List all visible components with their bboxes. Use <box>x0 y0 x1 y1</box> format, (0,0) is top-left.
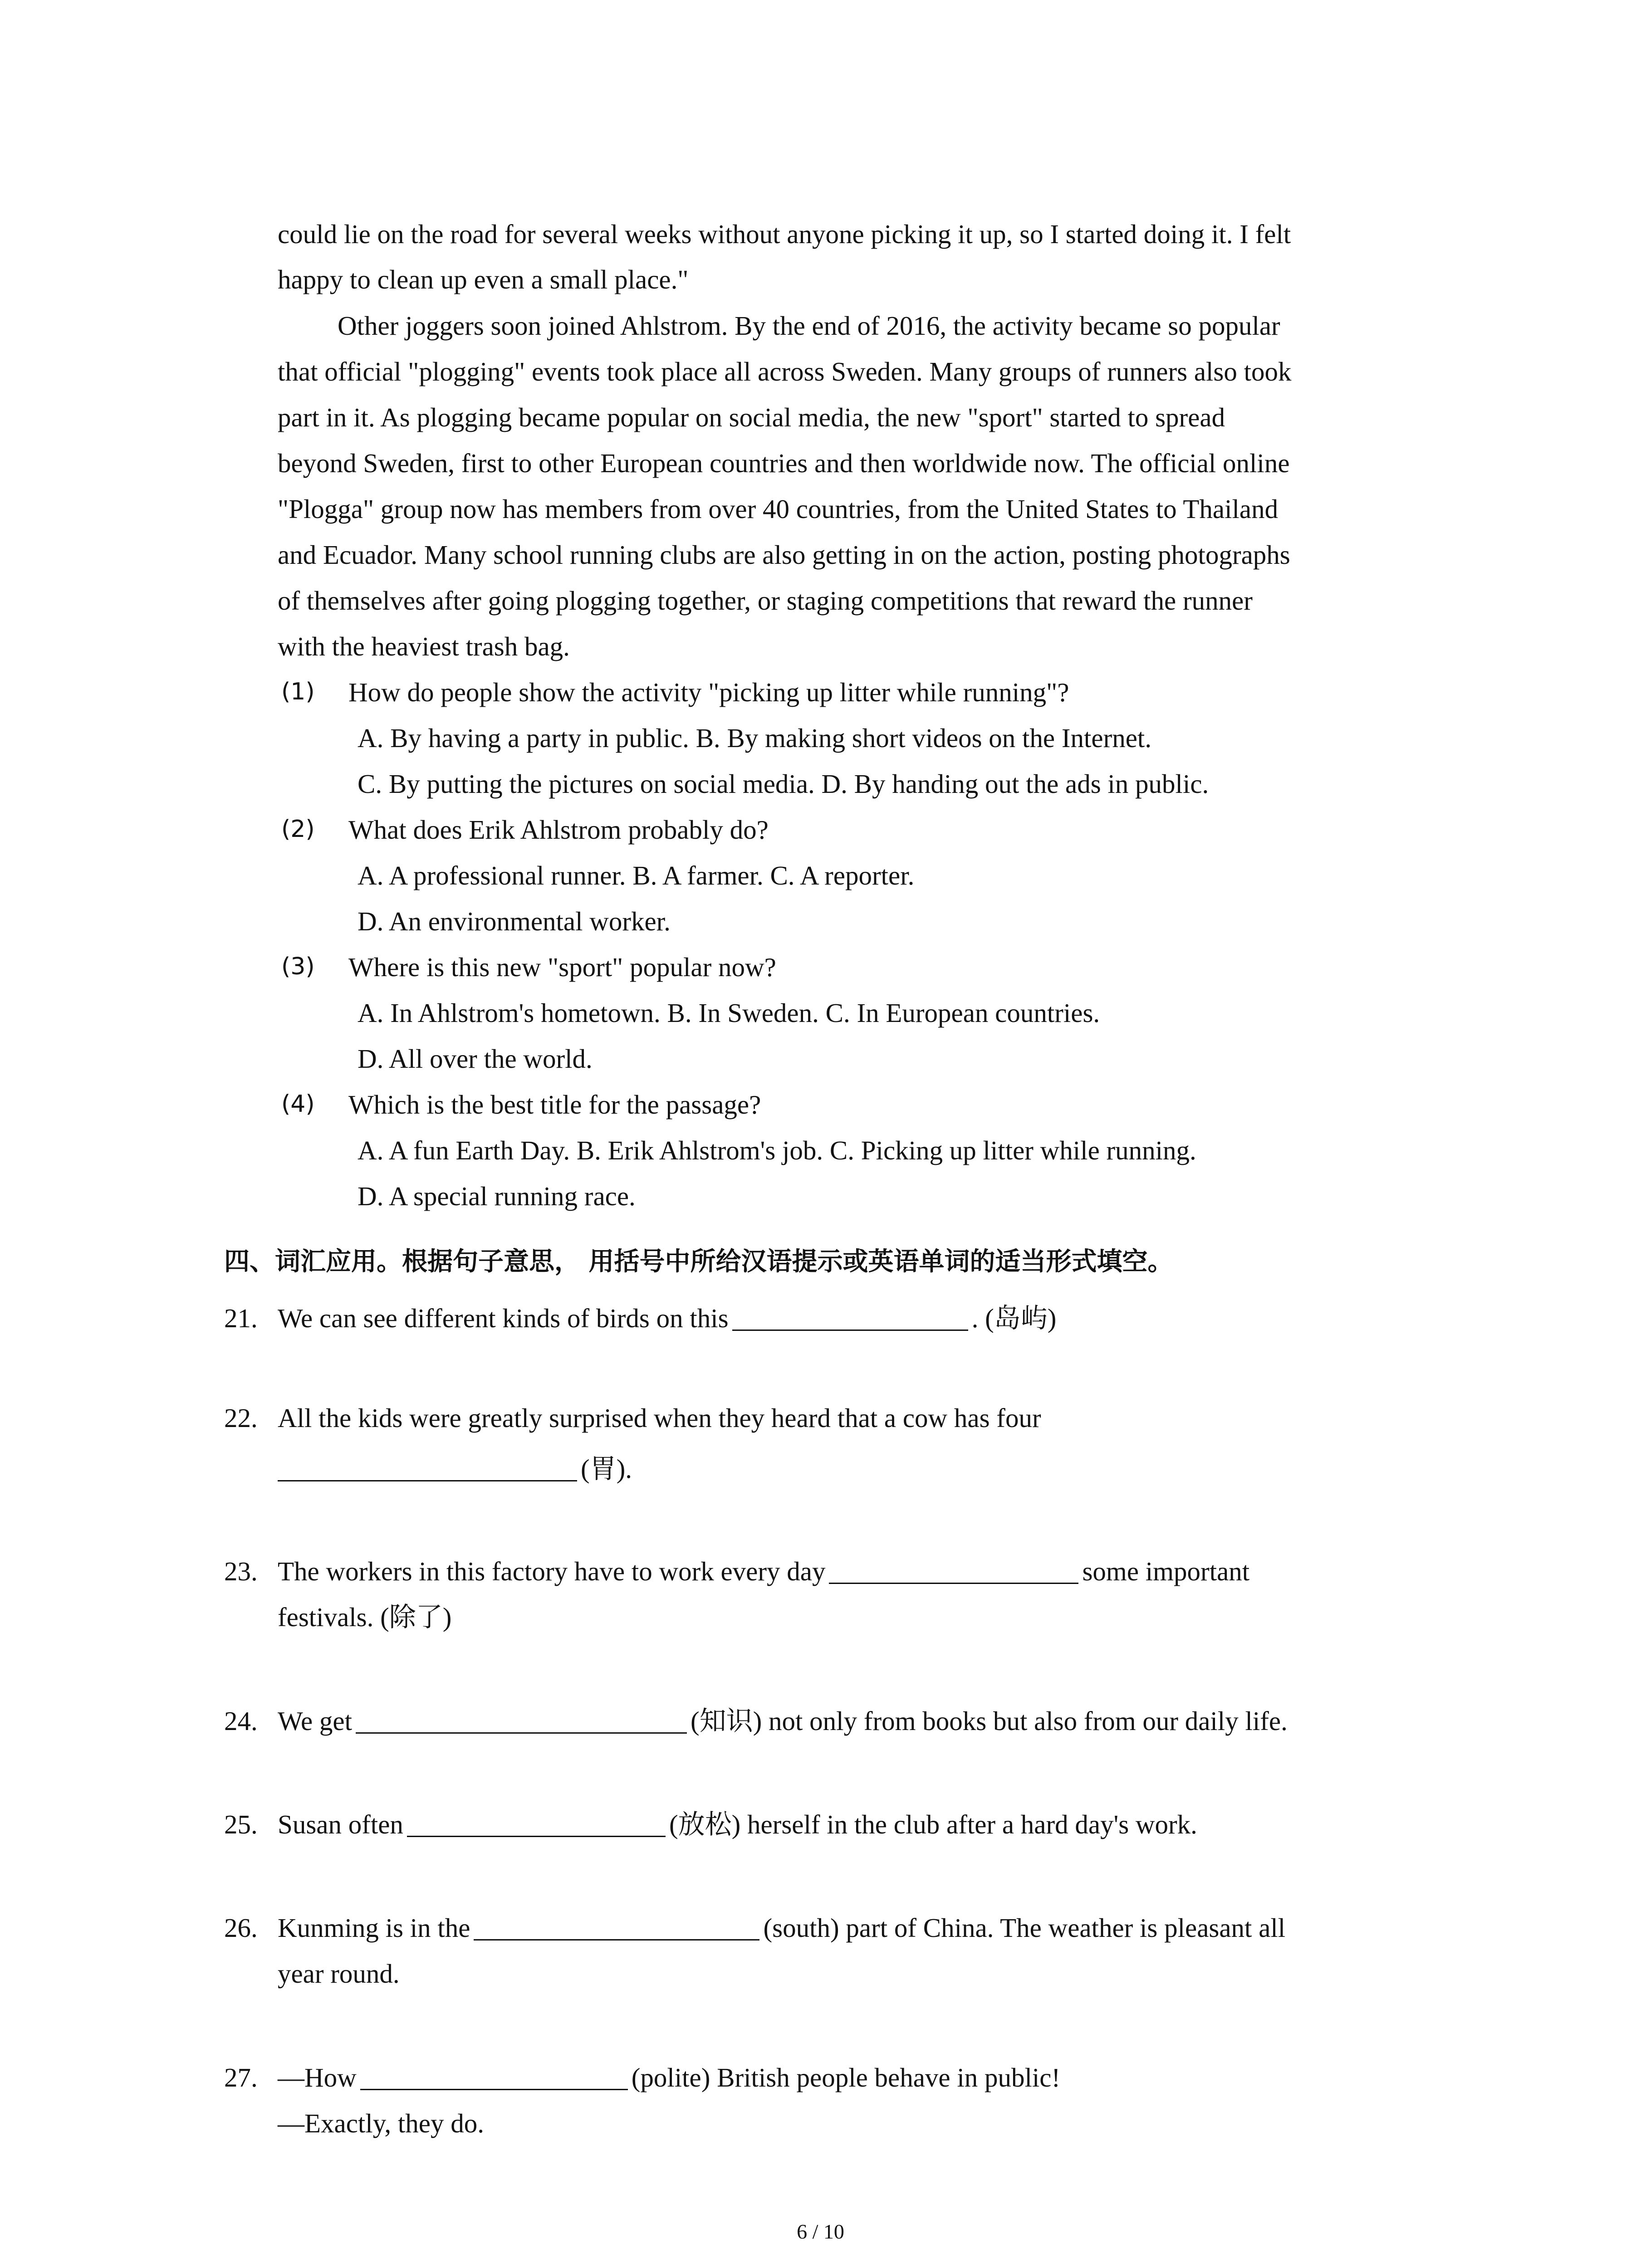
item-sentence: We can see different kinds of birds on this . (岛屿) <box>278 1303 1057 1333</box>
question-stem: Which is the best title for the passage? <box>348 1090 761 1119</box>
item-sentence: (胃). <box>278 1452 632 1485</box>
item-sentence-continued: festivals. (除了) <box>278 1602 452 1632</box>
item-number: 23. <box>224 1556 258 1586</box>
item-sentence: The workers in this factory have to work every day some important <box>278 1556 1250 1586</box>
item-number: 26. <box>224 1913 258 1943</box>
item-number: 22. <box>224 1403 258 1433</box>
item-sentence: We get (知识) not only from books but also from our daily life. <box>278 1706 1288 1736</box>
item-sentence-continued: year round. <box>278 1959 400 1989</box>
page-number: 6 / 10 <box>797 2220 844 2243</box>
question-option: D. All over the world. <box>358 1044 593 1074</box>
passage-line: with the heaviest trash bag. <box>278 631 570 661</box>
answer-blank[interactable] <box>360 2063 628 2090</box>
passage-line: of themselves after going plogging together, or staging competitions that reward the runner <box>278 586 1253 616</box>
passage-line: that official "plogging" events took place all across Sweden. Many groups of runners also took <box>278 357 1292 386</box>
item-number: 27. <box>224 2063 258 2092</box>
passage-line: and Ecuador. Many school running clubs are also getting in on the action, posting photographs <box>278 540 1290 570</box>
question-option: D. An environmental worker. <box>358 906 671 936</box>
answer-blank[interactable] <box>732 1303 968 1331</box>
answer-blank[interactable] <box>474 1913 759 1941</box>
dialogue-reply: —Exactly, they do. <box>278 2108 484 2138</box>
passage-line: could lie on the road for several weeks without anyone picking it up, so I started doing it. I felt <box>278 219 1291 249</box>
question-number: (1) <box>281 678 315 705</box>
item-number: 21. <box>224 1303 258 1333</box>
question-option: D. A special running race. <box>358 1181 636 1211</box>
item-sentence: —How (polite) British people behave in public! <box>278 2063 1061 2092</box>
answer-blank[interactable] <box>829 1556 1078 1584</box>
question-option: C. By putting the pictures on social media. D. By handing out the ads in public. <box>358 769 1209 799</box>
question-option: A. By having a party in public. B. By making short videos on the Internet. <box>358 723 1152 753</box>
question-option: A. In Ahlstrom's hometown. B. In Sweden. C. In European countries. <box>358 998 1100 1028</box>
answer-blank[interactable] <box>356 1706 687 1734</box>
passage-line: happy to clean up even a small place." <box>278 264 689 294</box>
section-heading: 四、词汇应用。根据句子意思， 用括号中所给汉语提示或英语单词的适当形式填空。 <box>224 1247 1173 1276</box>
question-stem: What does Erik Ahlstrom probably do? <box>348 815 769 845</box>
question-number: (4) <box>281 1090 315 1118</box>
question-option: A. A fun Earth Day. B. Erik Ahlstrom's job. C. Picking up litter while running. <box>358 1135 1196 1165</box>
passage-line: "Plogga" group now has members from over 40 countries, from the United States to Thailand <box>278 494 1279 524</box>
item-sentence: Susan often (放松) herself in the club after a hard day's work. <box>278 1809 1197 1839</box>
question-stem: Where is this new "sport" popular now? <box>348 952 776 982</box>
answer-blank[interactable] <box>278 1454 577 1481</box>
question-number: (3) <box>281 953 315 980</box>
item-sentence: Kunming is in the (south) part of China. The weather is pleasant all <box>278 1913 1286 1943</box>
passage-line: part in it. As plogging became popular on social media, the new "sport" started to spread <box>278 402 1225 432</box>
answer-blank[interactable] <box>407 1809 666 1837</box>
item-number: 24. <box>224 1706 258 1736</box>
question-stem: How do people show the activity "picking up litter while running"? <box>348 677 1069 707</box>
item-number: 25. <box>224 1809 258 1839</box>
passage-line: Other joggers soon joined Ahlstrom. By the end of 2016, the activity became so popular <box>338 311 1280 341</box>
question-number: (2) <box>281 816 315 843</box>
item-sentence: All the kids were greatly surprised when they heard that a cow has four <box>278 1403 1041 1433</box>
passage-line: beyond Sweden, first to other European countries and then worldwide now. The official online <box>278 448 1290 478</box>
question-option: A. A professional runner. B. A farmer. C. A reporter. <box>358 860 915 890</box>
